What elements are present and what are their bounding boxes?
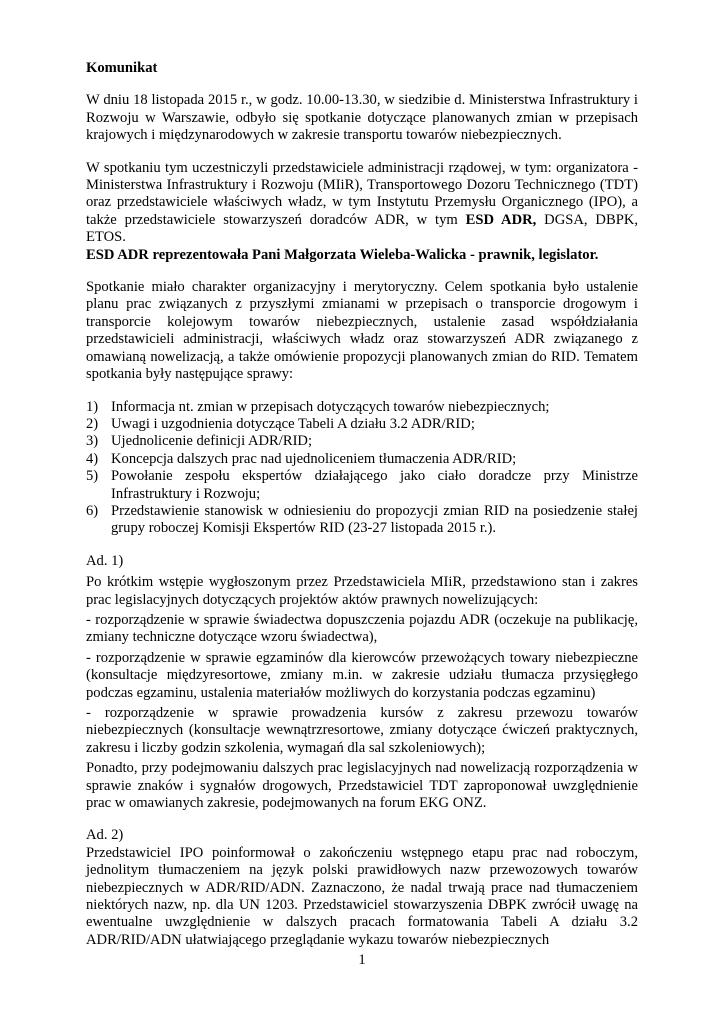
agenda-item-text: Przedstawienie stanowisk w odniesieniu do propozycji zmian RID na posiedzenie stałej grupy roboczej Komisji Ekspertów RID (23-27 listopada 2015 r.). xyxy=(111,502,638,537)
agenda-item-text: Koncepcja dalszych prac nad ujednoliceniem tłumaczenia ADR/RID; xyxy=(111,450,517,467)
agenda-item-text: Powołanie zespołu ekspertów działającego jako ciało doradcze przy Ministrze Infrastruktury i Rozwoju; xyxy=(111,468,638,502)
representative-line: ESD ADR reprezentowała Pani Małgorzata Wieleba-Walicka - prawnik, legislator. xyxy=(86,246,599,263)
agenda-item xyxy=(86,433,638,450)
page-number: 1 xyxy=(358,952,366,968)
agenda-item-number: 3) xyxy=(86,433,99,450)
agenda-item-text: Ujednolicenie definicji ADR/RID; xyxy=(111,433,313,450)
ad1-item: - rozporządzenie w sprawie prowadzenia kursów z zakresu przewozu towarów niebezpiecznych (konsultacje wewnątrzresortowe, zmiany dotyczące ćwiczeń praktycznych, zakresu i liczby godzin szkolenia, wymagań dla sal szkoleniowych); xyxy=(86,705,638,756)
participants-text-end: DGSA, DBPK, ETOS. xyxy=(86,211,639,246)
agenda-item-number: 2) xyxy=(86,415,99,432)
agenda-list xyxy=(86,399,638,538)
intro-paragraph: W dniu 18 listopada 2015 r., w godz. 10.00-13.30, w siedzibie d. Ministerstwa Infrastruktury i Rozwoju w Warszawie, odbyło się spotkanie dotyczące planowanych zmian w przepisach krajowych i międzynarodowych w zakresie transportu towarów niebezpiecznych. xyxy=(86,92,638,144)
document-title: Komunikat xyxy=(86,60,158,76)
agenda-item-text: Uwagi i uzgodnienia dotyczące Tabeli A działu 3.2 ADR/RID; xyxy=(111,415,475,432)
agenda-item-number: 5) xyxy=(86,468,99,485)
agenda-item xyxy=(86,399,638,416)
ad2-text: Przedstawiciel IPO poinformował o zakończeniu wstępnego etapu prac nad roboczym, jednolitym tłumaczeniem na język polski prawidłowych nazw przewozowych towarów niebezpiecznych w ADR/RID/ADN. Zaznaczono, że nadal trwają prace nad tłumaczeniem niektórych nazw, np. dla UN 1203. Przedstawiciel stowarzyszenia DBPK zwrócił uwagę na ewentualne uwzględnienie w dalszych pracach formatowania Tabeli A działu 3.2 ADR/RID/ADN ułatwiającego przeglądanie wykazu towarów niebezpiecznych xyxy=(86,844,638,948)
participants-text: W spotkaniu tym uczestniczyli przedstawiciele administracji rządowej, w tym: organizatora - Ministerstwa Infrastruktury i Rozwoju (MIiR), Transportowego Dozoru Technicznego (TDT) oraz przedstawiciele właściwych władz, w tym Instytutu Przemysłu Organicznego (IPO), a także przedstawiciele stowarzyszeń doradców ADR, w tym xyxy=(86,159,638,228)
ad2-heading: Ad. 2) xyxy=(86,827,124,844)
ad1-item: - rozporządzenie w sprawie świadectwa dopuszczenia pojazdu ADR (oczekuje na publikację, zmiany techniczne dotyczące wzoru świadectwa), xyxy=(86,611,638,646)
agenda-item xyxy=(86,503,638,538)
ad1-heading: Ad. 1) xyxy=(86,552,124,569)
agenda-item-text: Informacja nt. zmian w przepisach dotyczących towarów niebezpiecznych; xyxy=(111,398,550,415)
agenda-item xyxy=(86,468,638,503)
agenda-item-number: 4) xyxy=(86,450,99,467)
purpose-paragraph: Spotkanie miało charakter organizacyjny i merytoryczny. Celem spotkania było ustalenie planu prac związanych z przyszłymi zmianami w przepisach o transporcie drogowym i transporcie kolejowym towarów niebezpiecznych, ustalenie zasad współdziałania przedstawicieli administracji, właściwych władz oraz stowarzyszeń ADR związanego z omawianą nowelizacją, a także omówienie propozycji planowanych zmian do RID. Tematem spotkania były następujące sprawy: xyxy=(86,279,638,383)
agenda-item-number: 1) xyxy=(86,398,99,415)
ad1-intro: Po krótkim wstępie wygłoszonym przez Przedstawiciela MIiR, przedstawiono stan i zakres prac legislacyjnych dotyczących projektów aktów prawnych nowelizujących: xyxy=(86,574,638,608)
ad1-closing: Ponadto, przy podejmowaniu dalszych prac legislacyjnych nad nowelizacją rozporządzenia w sprawie znaków i sygnałów drogowych, Przedstawiciel TDT zaproponował uwzględnienie prac w omawianych zakresie, podejmowanych na forum EKG ONZ. xyxy=(86,760,638,812)
agenda-item xyxy=(86,451,638,468)
agenda-item xyxy=(86,416,638,433)
participants-bold-esd: ESD ADR, xyxy=(465,211,537,228)
participants-paragraph xyxy=(86,160,638,247)
ad1-item: - rozporządzenie w sprawie egzaminów dla kierowców przewożących towary niebezpieczne (konsultacje międzyresortowe, zmiany m.in. w zakresie udziału tłumacza przysięgłego podczas egzaminu, ustalenia materiałów możliwych do korzystania podczas egzaminu) xyxy=(86,649,638,701)
agenda-item-number: 6) xyxy=(86,502,99,519)
